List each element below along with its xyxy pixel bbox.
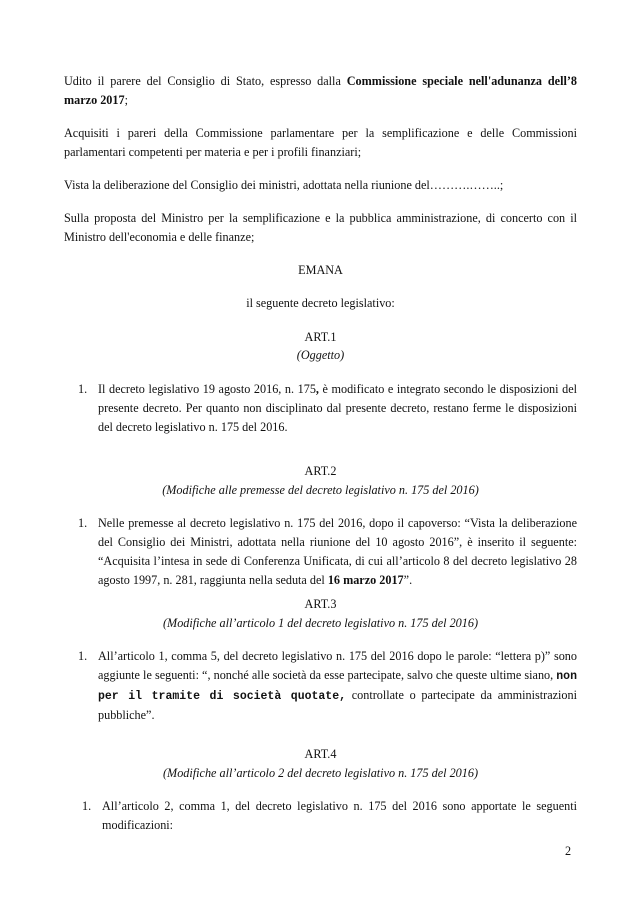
art4-title: ART.4 [304,747,337,761]
udito-text-end: ; [124,93,128,107]
art2-item [64,514,577,590]
art2-subtitle: (Modifiche alle premesse del decreto legislativo n. 175 del 2016) [162,483,479,497]
art3-text-a: All’articolo 1, comma 5, del decreto legislativo n. 175 del 2016 dopo le parole: “lettera p)” sono aggiunte le seguenti: “, nonché alle società da esse partecipate, salvo che queste ultime siano, [98,649,577,682]
paragraph-vista: Vista la deliberazione del Consiglio dei ministri, adottata nella riunione del……….……..; [64,178,504,192]
emana-heading: EMANA [298,263,343,277]
art2-item-text [98,514,577,590]
art4-subtitle: (Modifiche all’articolo 2 del decreto legislativo n. 175 del 2016) [163,766,478,780]
art2-text-a: Nelle premesse al decreto legislativo n. 175 del 2016, dopo il capoverso: “Vista la deliberazione del Consiglio dei Ministri, adottata nella riunione del 10 agosto 2016”, è inserito il seguente: “Acquisita l’intesa in sede di Conferenza Unificata, di cui all’articolo 8 del decreto legislativo 28 agosto 1997, n. 281, raggiunta nella seduta del [98,516,577,587]
art1-text-a: Il decreto legislativo 19 agosto 2016, n. 175 [98,382,316,396]
art2-text-bold: 16 marzo 2017 [327,573,404,587]
art3-subtitle: (Modifiche all’articolo 1 del decreto legislativo n. 175 del 2016) [163,616,478,630]
art2-item-number: 1. [78,516,88,530]
paragraph-acquisiti: Acquisiti i pareri della Commissione parlamentare per la semplificazione e delle Commissioni parlamentari competenti per materia e per i profili finanziari; [64,126,577,159]
art3-text-bold: non per il tramite di società quotate, [98,670,577,703]
art1-text-bold: , [315,382,319,396]
paragraph-udito [64,72,577,110]
udito-text: Udito il parere del Consiglio di Stato, espresso dalla [64,74,347,88]
art4-item-number: 1. [82,799,92,813]
art2-text-b: ”. [403,573,413,587]
art3-item-text [98,647,577,725]
art1-text-b: è modificato e integrato secondo le disposizioni del presente decreto. Per quanto non disciplinato dal presente decreto, restano ferme le disposizioni del decreto legislativo n. 175 del 2016. [98,382,577,434]
art1-item-text [98,380,577,437]
art1-item [64,380,577,437]
art3-text-b: controllate o partecipate da amministrazioni pubbliche”. [98,688,577,722]
art4-item-text: All’articolo 2, comma 1, del decreto legislativo n. 175 del 2016 sono apportate le seguenti modificazioni: [102,799,577,832]
paragraph-sulla: Sulla proposta del Ministro per la semplificazione e la pubblica amministrazione, di concerto con il Ministro dell'economia e delle finanze; [64,211,577,244]
art3-item-number: 1. [78,649,88,663]
page-number: 2 [565,844,572,858]
art1-item-number: 1. [78,382,88,396]
art3-item [64,647,577,725]
art3-title: ART.3 [304,597,337,611]
seguente-decreto: il seguente decreto legislativo: [246,296,395,310]
udito-bold-text: Commissione speciale nell'adunanza dell’8 marzo 2017 [64,74,578,107]
art1-subtitle: (Oggetto) [296,348,345,362]
art1-title: ART.1 [304,330,337,344]
art2-title: ART.2 [304,464,337,478]
art4-item [64,797,577,835]
